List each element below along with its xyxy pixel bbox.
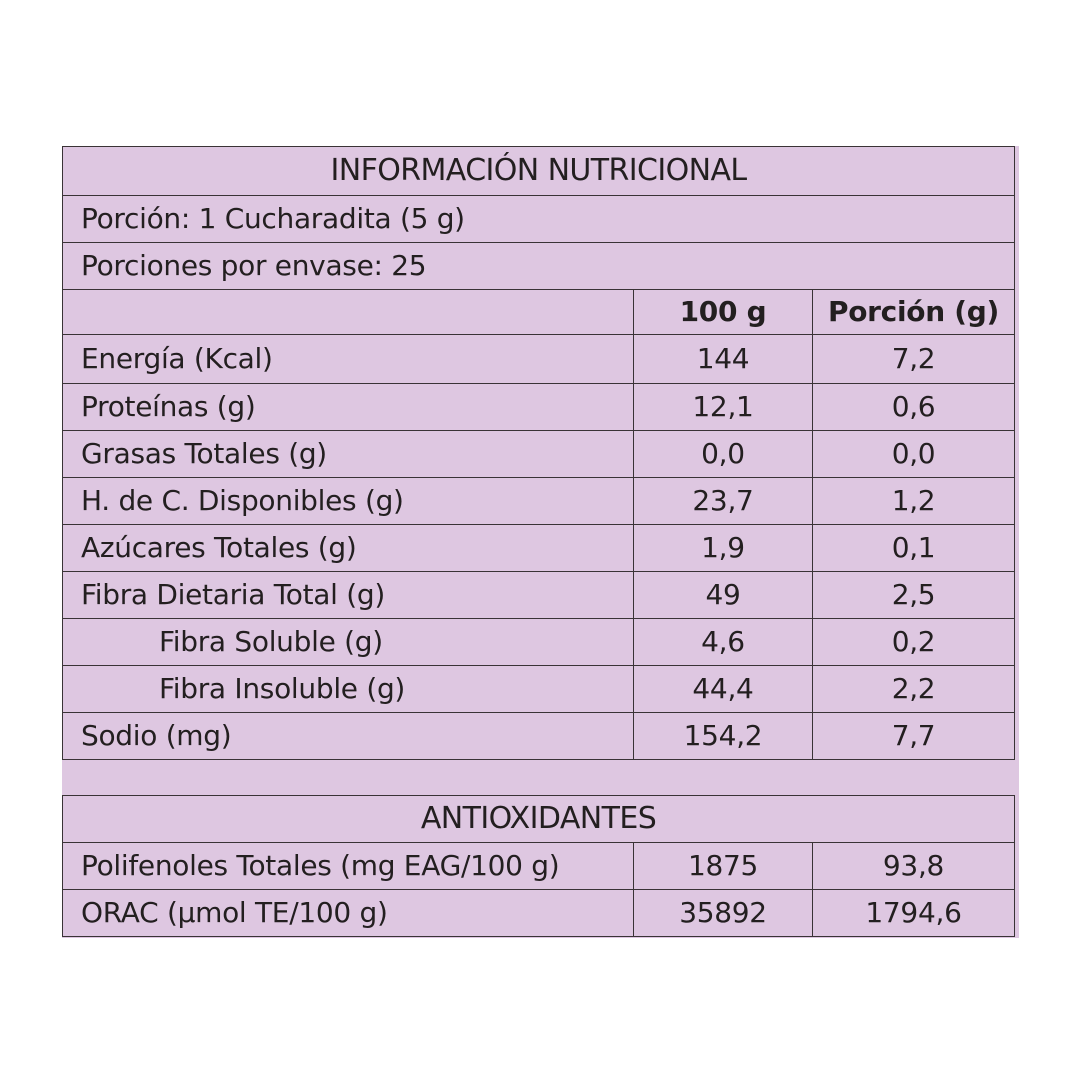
row-value-100g: 144 xyxy=(634,335,813,384)
table-row xyxy=(63,572,1015,619)
row-value-portion: 2,5 xyxy=(813,572,1015,619)
servings-per-package: Porciones por envase: 25 xyxy=(63,243,1015,290)
row-value-portion: 1,2 xyxy=(813,478,1015,525)
antioxidants-title: ANTIOXIDANTES xyxy=(63,796,1015,843)
row-label: Fibra Soluble (g) xyxy=(63,619,634,666)
table-row xyxy=(63,666,1015,713)
nutrition-title: INFORMACIÓN NUTRICIONAL xyxy=(63,147,1015,196)
row-value-portion: 93,8 xyxy=(813,843,1015,890)
antioxidants-table xyxy=(62,795,1015,937)
row-value-portion: 1794,6 xyxy=(813,890,1015,937)
row-value-100g: 23,7 xyxy=(634,478,813,525)
row-label: Azúcares Totales (g) xyxy=(63,525,634,572)
row-value-100g: 0,0 xyxy=(634,431,813,478)
row-value-portion: 0,0 xyxy=(813,431,1015,478)
row-label: Fibra Dietaria Total (g) xyxy=(63,572,634,619)
row-value-portion: 0,2 xyxy=(813,619,1015,666)
row-label: Grasas Totales (g) xyxy=(63,431,634,478)
row-label: Energía (Kcal) xyxy=(63,335,634,384)
row-value-portion: 2,2 xyxy=(813,666,1015,713)
column-header-portion: Porción (g) xyxy=(813,290,1015,335)
nutrition-facts-table xyxy=(62,146,1015,760)
row-label: Fibra Insoluble (g) xyxy=(63,666,634,713)
table-row xyxy=(63,890,1015,937)
table-row xyxy=(63,619,1015,666)
table-row xyxy=(63,478,1015,525)
row-label: Sodio (mg) xyxy=(63,713,634,760)
serving-size: Porción: 1 Cucharadita (5 g) xyxy=(63,196,1015,243)
row-value-100g: 12,1 xyxy=(634,384,813,431)
row-value-100g: 35892 xyxy=(634,890,813,937)
row-value-100g: 154,2 xyxy=(634,713,813,760)
row-value-100g: 1,9 xyxy=(634,525,813,572)
row-value-100g: 49 xyxy=(634,572,813,619)
table-row xyxy=(63,384,1015,431)
row-value-portion: 0,1 xyxy=(813,525,1015,572)
table-row xyxy=(63,713,1015,760)
row-label: ORAC (µmol TE/100 g) xyxy=(63,890,634,937)
table-row xyxy=(63,335,1015,384)
row-label: Polifenoles Totales (mg EAG/100 g) xyxy=(63,843,634,890)
column-header-row xyxy=(63,290,1015,335)
header-empty-cell xyxy=(63,290,634,335)
row-label: H. de C. Disponibles (g) xyxy=(63,478,634,525)
row-value-portion: 7,2 xyxy=(813,335,1015,384)
row-value-100g: 4,6 xyxy=(634,619,813,666)
row-value-portion: 7,7 xyxy=(813,713,1015,760)
column-header-100g: 100 g xyxy=(634,290,813,335)
table-row xyxy=(63,843,1015,890)
row-value-100g: 1875 xyxy=(634,843,813,890)
row-value-portion: 0,6 xyxy=(813,384,1015,431)
table-row xyxy=(63,431,1015,478)
row-value-100g: 44,4 xyxy=(634,666,813,713)
table-row xyxy=(63,525,1015,572)
row-label: Proteínas (g) xyxy=(63,384,634,431)
